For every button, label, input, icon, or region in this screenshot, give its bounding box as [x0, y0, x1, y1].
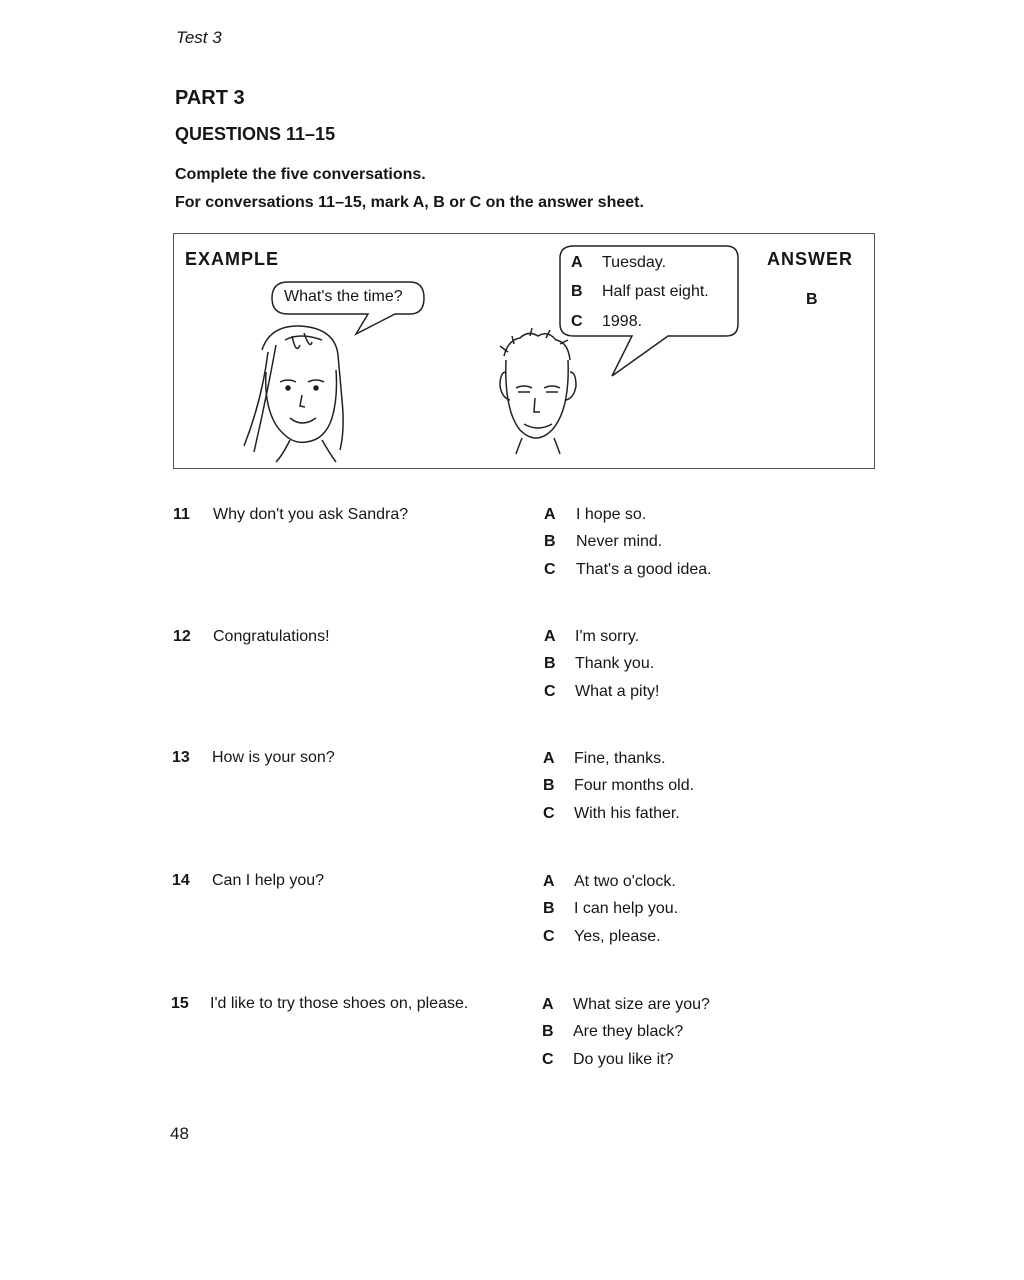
option-letter: A — [544, 506, 556, 523]
option-text: What size are you? — [573, 996, 710, 1013]
questions-range: QUESTIONS 11–15 — [175, 124, 336, 144]
option-letter: A — [543, 873, 555, 890]
example-option-text: Tuesday. — [602, 254, 667, 271]
question-text: Why don't you ask Sandra? — [213, 506, 409, 523]
page-number: 48 — [170, 1124, 189, 1143]
question-number: 14 — [172, 872, 190, 889]
option-letter: C — [544, 561, 556, 578]
option-letter: B — [543, 900, 555, 917]
option-letter: B — [544, 533, 556, 550]
option-text: Do you like it? — [573, 1051, 674, 1068]
option-text: Fine, thanks. — [574, 750, 666, 767]
running-header: Test 3 — [176, 28, 222, 47]
option-letter: C — [542, 1051, 554, 1068]
option-text: That's a good idea. — [576, 561, 712, 578]
woman-face-icon — [244, 326, 343, 462]
question-text: I'd like to try those shoes on, please. — [210, 995, 469, 1012]
option-text: Never mind. — [576, 533, 663, 550]
question-text: Congratulations! — [213, 628, 330, 645]
answer-value: B — [806, 291, 818, 308]
option-letter: A — [542, 996, 554, 1013]
option-letter: B — [544, 655, 556, 672]
option-text: I can help you. — [574, 900, 679, 917]
option-text: At two o'clock. — [574, 873, 676, 890]
option-text: What a pity! — [575, 683, 660, 700]
option-text: I hope so. — [576, 506, 647, 523]
instruction-line: Complete the five conversations. — [175, 166, 426, 183]
question-text: Can I help you? — [212, 872, 325, 889]
example-option-text: Half past eight. — [602, 283, 709, 300]
option-letter: C — [544, 683, 556, 700]
part-title: PART 3 — [175, 87, 245, 109]
option-letter: C — [543, 928, 555, 945]
example-label: EXAMPLE — [185, 249, 280, 269]
answer-label: ANSWER — [767, 249, 853, 269]
man-face-icon — [500, 328, 576, 454]
option-letter: A — [543, 750, 555, 767]
question-number: 15 — [171, 995, 189, 1012]
example-option-text: 1998. — [602, 313, 643, 330]
example-option-letter: A — [571, 254, 583, 271]
option-letter: A — [544, 628, 556, 645]
question-number: 13 — [172, 749, 190, 766]
option-letter: B — [543, 777, 555, 794]
option-text: Are they black? — [573, 1023, 684, 1040]
example-question: What's the time? — [284, 288, 403, 305]
instruction-line: For conversations 11–15, mark A, B or C on the answer sheet. — [175, 194, 644, 211]
option-text: Thank you. — [575, 655, 655, 672]
option-letter: B — [542, 1023, 554, 1040]
option-text: Yes, please. — [574, 928, 661, 945]
example-option-letter: C — [571, 313, 583, 330]
option-text: Four months old. — [574, 777, 695, 794]
option-text: With his father. — [574, 805, 680, 822]
question-number: 11 — [173, 506, 190, 523]
example-option-letter: B — [571, 283, 583, 300]
question-text: How is your son? — [212, 749, 335, 766]
option-letter: C — [543, 805, 555, 822]
option-text: I'm sorry. — [575, 628, 640, 645]
question-number: 12 — [173, 628, 191, 645]
